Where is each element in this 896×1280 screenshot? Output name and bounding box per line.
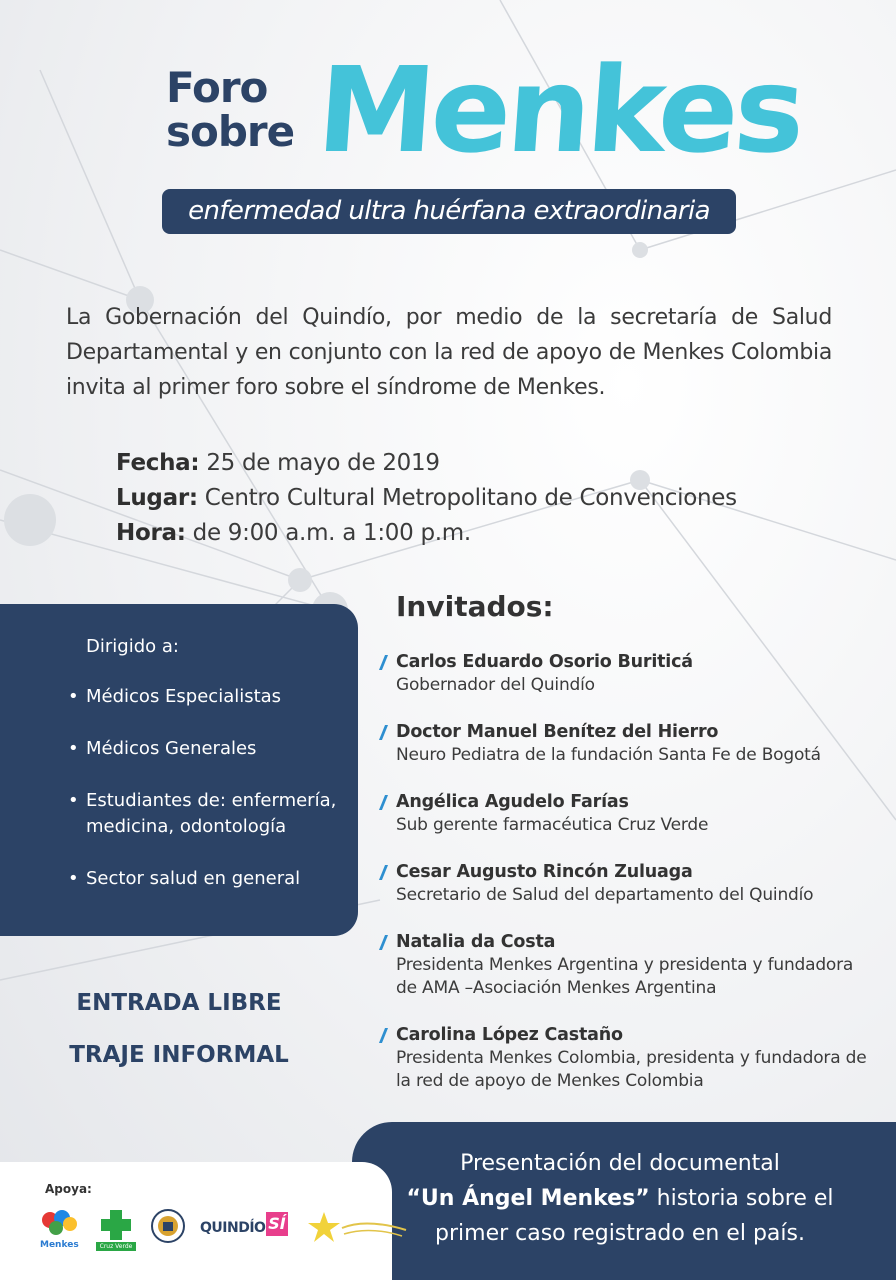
title-sobre: sobre — [166, 107, 295, 156]
traje-informal: TRAJE INFORMAL — [69, 1042, 289, 1068]
guest-role: Presidenta Menkes Argentina y presidenta y fundadora de AMA –Asociación Menkes Argentina — [396, 955, 854, 998]
audience-item: • Médicos Especialistas — [68, 684, 348, 710]
guest-role: Neuro Pediatra de la fundación Santa Fe de Bogotá — [396, 745, 821, 765]
audience-heading: Dirigido a: — [86, 636, 179, 657]
cruz-verde-text: Cruz Verde — [96, 1242, 136, 1251]
audience-item: • Estudiantes de: enfermería, medicina, odontología — [68, 788, 348, 840]
guest-role: Presidenta Menkes Colombia, presidenta y fundadora de la red de apoyo de Menkes Colombia — [396, 1048, 867, 1091]
guest-role: Gobernador del Quindío — [396, 675, 595, 695]
guest-item — [380, 651, 870, 697]
estrella-logo — [306, 1208, 412, 1248]
department-seal-logo — [150, 1208, 186, 1248]
fecha-label: Fecha: — [116, 450, 200, 476]
lugar-label: Lugar: — [116, 485, 198, 511]
seal-icon — [150, 1208, 186, 1244]
hora-value: de 9:00 a.m. a 1:00 p.m. — [192, 520, 471, 546]
guest-name: Cesar Augusto Rincón Zuluaga — [380, 861, 870, 884]
audience-item: • Médicos Generales — [68, 736, 348, 762]
fecha-value: 25 de mayo de 2019 — [206, 450, 440, 476]
fecha-row — [116, 446, 737, 481]
title-menkes: Menkes — [313, 41, 806, 179]
title-foro: Foro — [166, 63, 268, 112]
lugar-value: Centro Cultural Metropolitano de Convenciones — [204, 485, 737, 511]
audience-panel — [0, 604, 358, 936]
hora-label: Hora: — [116, 520, 186, 546]
documentary-film-title: “Un Ángel Menkes” — [406, 1186, 650, 1211]
audience-list — [68, 684, 348, 918]
lugar-row — [116, 481, 737, 516]
quindio-logo-text: QUINDÍO — [200, 1220, 266, 1236]
guests-title: Invitados: — [396, 590, 554, 623]
documentary-line2 — [360, 1181, 880, 1216]
guest-item — [380, 721, 870, 767]
guest-role: Sub gerente farmacéutica Cruz Verde — [396, 815, 709, 835]
quindio-si-badge: SÍ — [266, 1212, 288, 1236]
guest-item — [380, 1024, 870, 1093]
guest-name: Carolina López Castaño — [380, 1024, 870, 1047]
subtitle-banner: enfermedad ultra huérfana extraordinaria — [162, 189, 736, 234]
guest-name: Doctor Manuel Benítez del Hierro — [380, 721, 870, 744]
guest-name: Angélica Agudelo Farías — [380, 791, 870, 814]
guest-item — [380, 791, 870, 837]
guest-name: Carlos Eduardo Osorio Buriticá — [380, 651, 870, 674]
star-icon — [306, 1208, 412, 1248]
guest-name: Natalia da Costa — [380, 931, 870, 954]
guest-item — [380, 861, 870, 907]
sponsors-label: Apoya: — [45, 1182, 92, 1196]
event-details — [116, 446, 737, 551]
title-foro-sobre — [166, 63, 295, 156]
entrada-libre: ENTRADA LIBRE — [76, 990, 282, 1016]
documentary-text — [360, 1146, 880, 1251]
menkes-logo-text: Menkes — [40, 1240, 79, 1250]
audience-item: • Sector salud en general — [68, 866, 348, 892]
guest-item — [380, 931, 870, 1000]
documentary-line1: Presentación del documental — [460, 1151, 780, 1176]
documentary-line3: primer caso registrado en el país. — [435, 1221, 805, 1246]
documentary-line2-rest: historia sobre el — [649, 1186, 834, 1211]
cross-icon — [98, 1208, 134, 1242]
intro-paragraph: La Gobernación del Quindío, por medio de la secretaría de Salud Departamental y en conjunto con la red de apoyo de Menkes Colombia invita al primer foro sobre el síndrome de Menkes. — [66, 305, 832, 400]
hora-row — [116, 516, 737, 551]
guest-role: Secretario de Salud del departamento del Quindío — [396, 885, 814, 905]
